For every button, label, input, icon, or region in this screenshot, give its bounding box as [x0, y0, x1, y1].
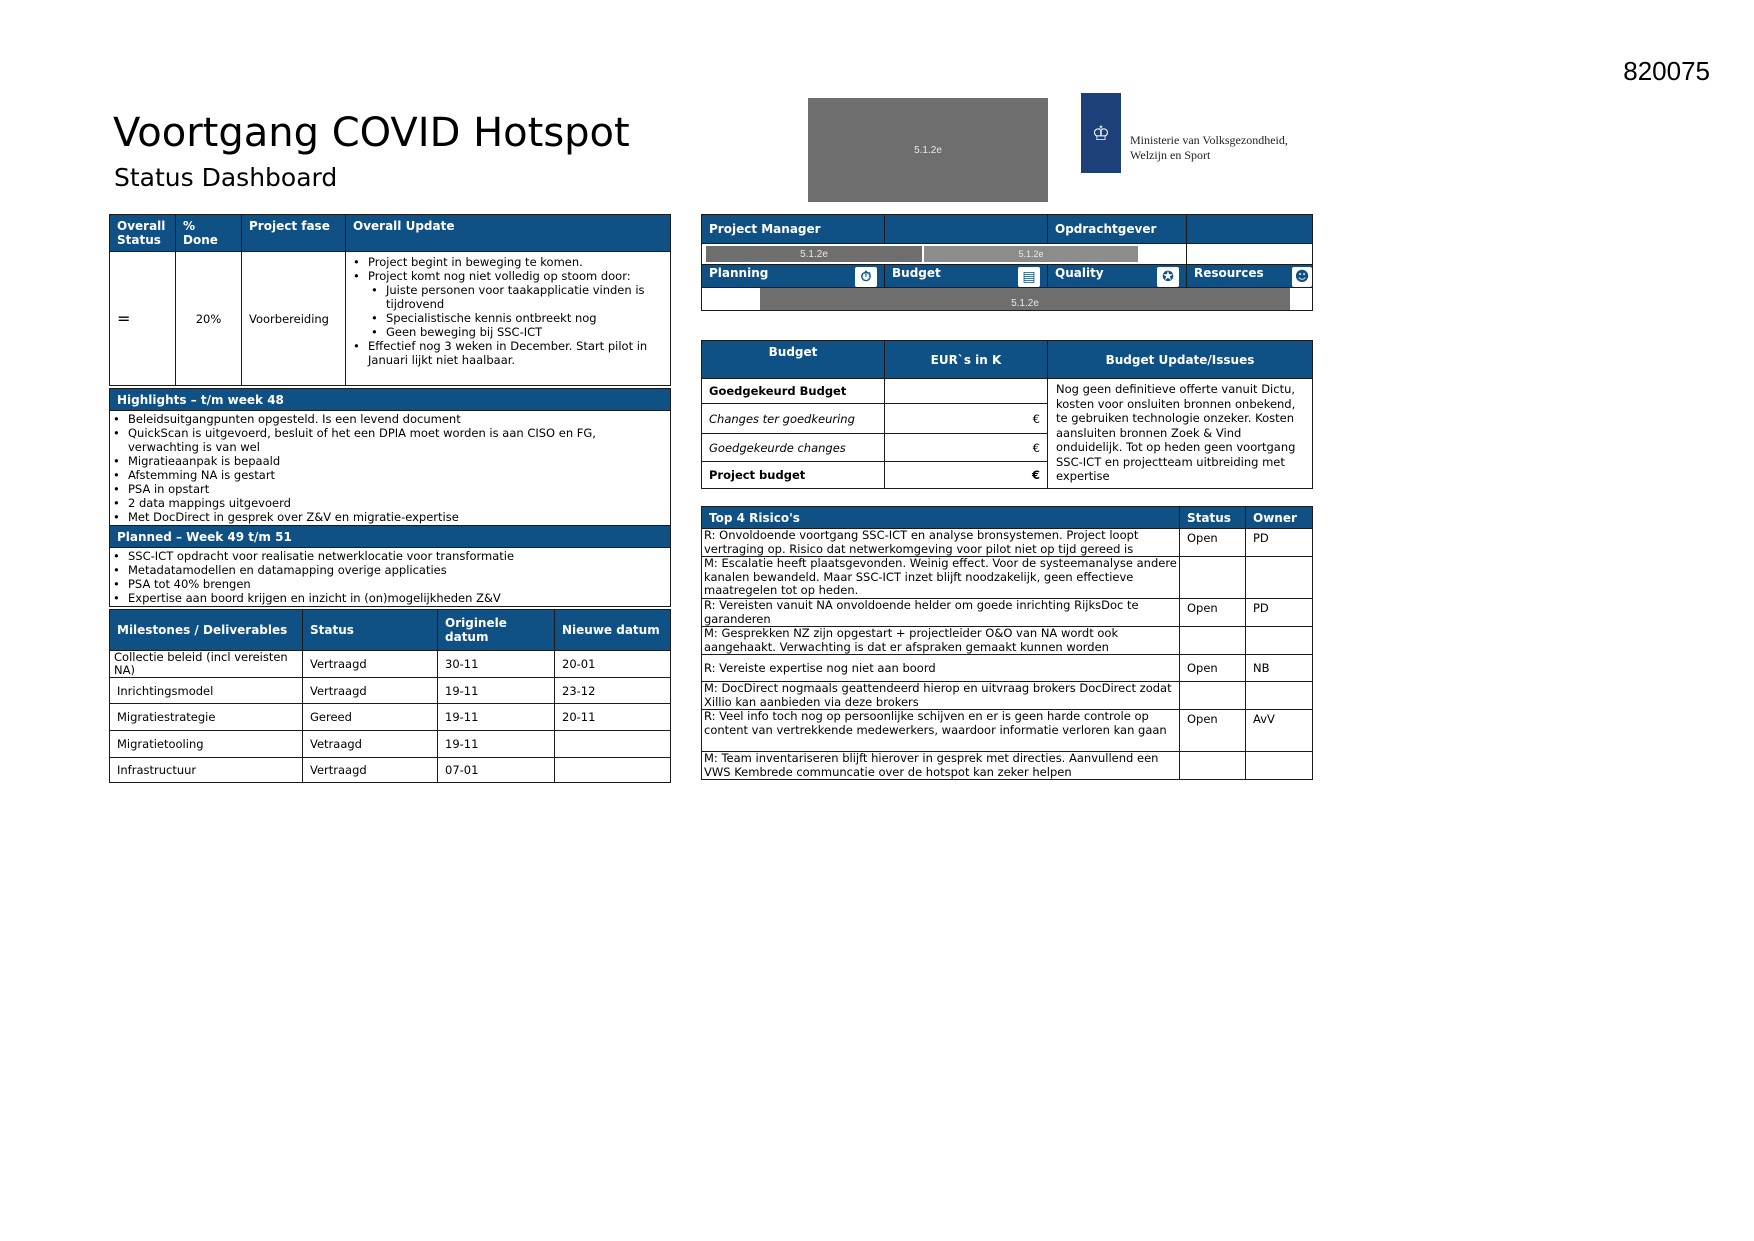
- redacted-name: 5.1.2e: [924, 246, 1138, 262]
- highlights-table: [109, 388, 671, 526]
- table-row: Inrichtingsmodel Vertraagd 19-11 23-12: [110, 678, 671, 704]
- government-logo: [1081, 93, 1121, 173]
- header-overall-update: Overall Update: [346, 215, 671, 252]
- header-project-manager: Project Manager: [702, 215, 885, 244]
- header-budget-update: Budget Update/Issues: [1048, 341, 1313, 379]
- planned-list: [110, 549, 670, 605]
- highlight-item: • Migratieaanpak is bepaald: [110, 454, 670, 468]
- redacted-block: 5.1.2e: [808, 98, 1048, 202]
- highlights-header: Highlights – t/m week 48: [110, 389, 671, 411]
- header-opdrachtgever: Opdrachtgever: [1048, 215, 1187, 244]
- planning-indicator: Planning ⏱: [702, 265, 885, 288]
- highlight-item: • Met DocDirect in gesprek over Z&V en migratie-expertise: [110, 510, 670, 524]
- budget-indicator: Budget ▤: [885, 265, 1048, 288]
- ministry-name: Ministerie van Volksgezondheid, Welzijn en Sport: [1130, 133, 1288, 162]
- budget-row-label: Goedgekeurd Budget: [702, 379, 885, 404]
- table-row: Collectie beleid (incl vereisten NA) Vertraagd 30-11 20-01: [110, 651, 671, 678]
- crest-icon: ♔: [1092, 121, 1110, 145]
- highlight-item: • QuickScan is uitgevoerd, besluit of het een DPIA moet worden is aan CISO en FG, verwachting is van wel: [110, 426, 670, 454]
- risk-row: R: Vereiste expertise nog niet aan boord Open NB: [702, 655, 1313, 682]
- highlight-item: • PSA in opstart: [110, 482, 670, 496]
- highlight-item: • Beleidsuitgangpunten opgesteld. Is een levend document: [110, 412, 670, 426]
- header-done: % Done: [176, 215, 242, 252]
- update-subitem: • Geen beweging bij SSC-ICT: [350, 325, 666, 339]
- header-risks: Top 4 Risico's: [702, 507, 1180, 529]
- table-row: Infrastructuur Vertraagd 07-01: [110, 758, 671, 783]
- page-title: Voortgang COVID Hotspot: [113, 110, 630, 156]
- table-row: Migratietooling Vetraagd 19-11: [110, 731, 671, 758]
- risk-row: R: Veel info toch nog op persoonlijke schijven en er is geen harde controle op content van vertrekkende medewerkers, waardoor informatie verloren kan gaan Open AvV: [702, 710, 1313, 752]
- risk-row: R: Vereisten vanuit NA onvoldoende helder om goede inrichting RijksDoc te garanderen Open PD: [702, 599, 1313, 627]
- highlight-item: • 2 data mappings uitgevoerd: [110, 496, 670, 510]
- header-budget: Budget: [702, 341, 885, 379]
- planned-table: [109, 525, 671, 607]
- planned-item: • PSA tot 40% brengen: [110, 577, 670, 591]
- header-milestones: Milestones / Deliverables: [110, 610, 303, 651]
- people-icon: ☻: [1292, 267, 1312, 287]
- header-risk-owner: Owner: [1246, 507, 1313, 529]
- budget-table: Budget EUR`s in K Budget Update/Issues Goedgekeurd Budget Nog geen definitieve offerte vanuit Dictu, kosten voor onsluiten bronnen onbekend, te gebruiken technologie onzeker. Kosten aansluiten bronnen Zoek & Vind onduidelijk. Tot op heden geen voortgang SSC-ICT en projectteam uitbreiding met expertise Changes ter goedkeuring € Goedgekeurde changes € Project budget €: [701, 340, 1313, 489]
- quality-indicator: Quality ✪: [1048, 265, 1187, 288]
- budget-update-text: Nog geen definitieve offerte vanuit Dictu, kosten voor onsluiten bronnen onbekend, te gebruiken technologie onzeker. Kosten aansluiten bronnen Zoek & Vind onduidelijk. Tot op heden geen voortgang SSC-ICT en projectteam uitbreiding met expertise: [1048, 379, 1313, 489]
- status-table: [109, 214, 671, 386]
- risk-row: R: Onvoldoende voortgang SSC-ICT en analyse bronsystemen. Project loopt vertraging op. Risico dat netwerkomgeving voor pilot niet op tijd gereed is Open PD: [702, 529, 1313, 557]
- done-value: 20%: [176, 252, 242, 386]
- update-item: • Project begint in beweging te komen.: [350, 255, 666, 269]
- update-subitem: • Specialistische kennis ontbreekt nog: [350, 311, 666, 325]
- planned-item: • Metadatamodellen en datamapping overige applicaties: [110, 563, 670, 577]
- people-table: [701, 214, 1313, 311]
- risk-row: M: Team inventariseren blijft hierover in gesprek met directies. Aanvullend een VWS Kembrede communcatie over de hotspot kan zeker helpen: [702, 752, 1313, 780]
- header-risk-status: Status: [1180, 507, 1246, 529]
- risks-table: [701, 506, 1313, 780]
- money-icon: ▤: [1018, 267, 1040, 287]
- document-number: 820075: [1623, 56, 1710, 86]
- header-status: Status: [303, 610, 438, 651]
- page-subtitle: Status Dashboard: [114, 163, 338, 192]
- update-item: • Effectief nog 3 weken in December. Start pilot in Januari lijkt niet haalbaar.: [350, 339, 666, 367]
- redacted-indicators: 5.1.2e: [760, 288, 1290, 311]
- resources-indicator: Resources ☻: [1187, 265, 1313, 288]
- risk-row: M: Gesprekken NZ zijn opgestart + projectleider O&O van NA wordt ook aangehaakt. Verwachting is dat er afspraken gemaakt kunnen worden: [702, 627, 1313, 655]
- header-project-fase: Project fase: [242, 215, 346, 252]
- milestones-table: [109, 609, 671, 783]
- highlights-list: [110, 412, 670, 524]
- overall-update: [346, 252, 671, 386]
- budget-row-label: Goedgekeurde changes: [702, 434, 885, 462]
- header-nieuwe-datum: Nieuwe datum: [555, 610, 671, 651]
- phase-value: Voorbereiding: [242, 252, 346, 386]
- planned-item: • SSC-ICT opdracht voor realisatie netwerklocatie voor transformatie: [110, 549, 670, 563]
- highlight-item: • Afstemming NA is gestart: [110, 468, 670, 482]
- overall-status-value: =: [110, 252, 176, 386]
- update-subitem: • Juiste personen voor taakapplicatie vinden is tijdrovend: [350, 283, 666, 311]
- update-item: • Project komt nog niet volledig op stoom door:: [350, 269, 666, 283]
- risk-row: M: Escalatie heeft plaatsgevonden. Weinig effect. Voor de systeemanalyse andere kanalen bewandeld. Maar SSC-ICT inzet blijft noodzakelijk, geen effectieve maatregelen tot op heden.: [702, 557, 1313, 599]
- table-row: Migratiestrategie Gereed 19-11 20-11: [110, 704, 671, 731]
- stopwatch-icon: ⏱: [855, 267, 877, 287]
- budget-row-label: Changes ter goedkeuring: [702, 404, 885, 434]
- header-eurs: EUR`s in K: [885, 341, 1048, 379]
- award-icon: ✪: [1157, 267, 1179, 287]
- budget-row-label: Project budget: [702, 462, 885, 489]
- planned-item: • Expertise aan boord krijgen en inzicht in (on)mogelijkheden Z&V: [110, 591, 670, 605]
- header-overall-status: Overall Status: [110, 215, 176, 252]
- planned-header: Planned – Week 49 t/m 51: [110, 526, 671, 548]
- redacted-name: 5.1.2e: [706, 246, 922, 262]
- risk-row: M: DocDirect nogmaals geattendeerd hierop en uitvraag brokers DocDirect zodat Xillio kan aanbieden via deze brokers: [702, 682, 1313, 710]
- header-originele-datum: Originele datum: [438, 610, 555, 651]
